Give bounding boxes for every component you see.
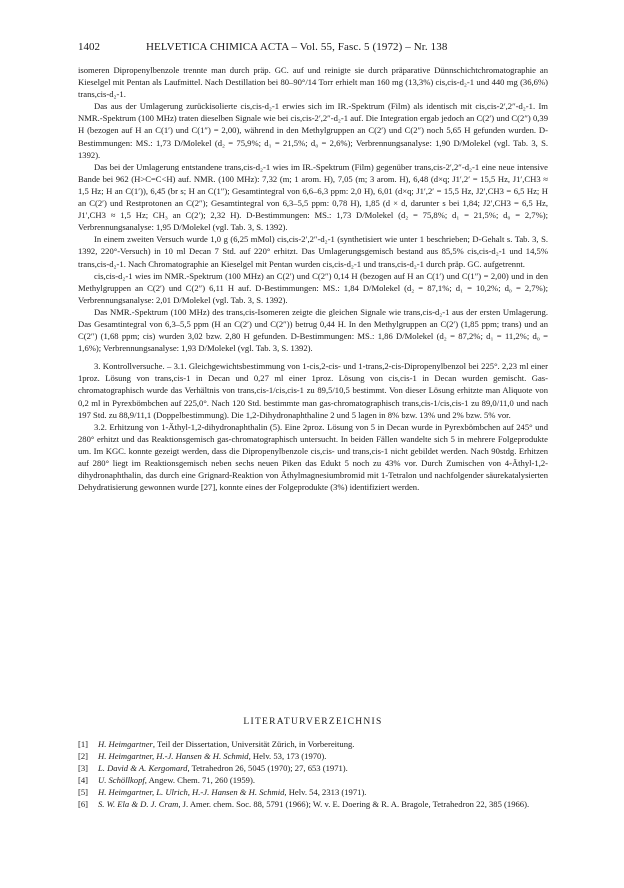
reference-authors: S. W. Ela & D. J. Cram <box>98 799 179 809</box>
reference-list <box>78 738 548 810</box>
reference-number: [6] <box>78 799 89 809</box>
reference-item <box>78 738 548 750</box>
running-title: HELVETICA CHIMICA ACTA – Vol. 55, Fasc. 5 (1972) – Nr. 138 <box>146 41 448 53</box>
paragraph: Das bei der Umlagerung entstandene trans,cis-d₂-1 wies im IR.-Spektrum (Film) gegenüber trans,cis-2′,2″-d₂-1 eine neue intensive Bande bei 962 (H>C=C<H) auf. NMR. (100 MHz): 7,32 (m; 1 arom. H), 7,05 (m; 3 arom. H), 6,48 (d×q; J1′,2′ = 15,5 Hz, J1′,CH3 ≈ 1,5 Hz; H an C(1′)), 6,45 (br s; H an C(1″); Gesamtintegral von 6,6–6,3 ppm: 2,0 H), 6,01 (d×q; J1′,2′ = 15,5 Hz, J2′,CH3 = 6,5 Hz; H an C(2′) und Restprotonen an C(2″); Gesamtintegral von 6,3–5,5 ppm: 0,78 H), 1,85 (d × d, darunter s bei 1,84; J2′,CH3 = 6,5 Hz, J1′,CH3 ≈ 1,5 Hz; CH₃ an C(2′); 2,32 H). D-Bestimmungen: MS.: 1,73 D/Molekel (d₂ = 75,8%; d₁ = 21,5%; d₀ = 2,7%); Verbrennungsanalyse: 1,95 D/Molekel (vgl. Tab. 3, S. 1392). <box>78 161 548 233</box>
reference-authors: H. Heimgartner, L. Ulrich, H.-J. Hansen & H. Schmid <box>98 787 285 797</box>
paragraph: In einem zweiten Versuch wurde 1,0 g (6,25 mMol) cis,cis-2′,2″-d₂-1 (synthetisiert wie unter 1 beschrieben; D-Gehalt s. Tab. 3, S. 1392, 220°-Versuch) in 10 ml Decan 7 Std. auf 220° erhitzt. Das Umlagerungsgemisch bestand aus 85,5% cis,cis-d₂-1 und 14,5% trans,cis-d₂-1. Nach Chromatographie an Kieselgel mit Pentan wurden cis,cis-d₂-1 und trans,cis-d₂-1 durch präp. GC. aufgetrennt. <box>78 234 548 269</box>
reference-text: , Tetrahedron 26, 5045 (1970); 27, 653 (1971). <box>187 763 348 773</box>
body-text <box>78 64 548 493</box>
reference-item <box>78 774 548 786</box>
reference-item <box>78 798 548 810</box>
reference-item <box>78 750 548 762</box>
reference-item <box>78 762 548 774</box>
page-number: 1402 <box>78 41 100 53</box>
reference-text: , Helv. 53, 173 (1970). <box>248 751 327 761</box>
paragraph: cis,cis-d₂-1 wies im NMR.-Spektrum (100 MHz) an C(2′) und C(2″) 0,14 H (bezogen auf H an C(1′) und C(1″) = 2,00) und in den Methylgruppen an C(2′) und C(2″) 6,11 H auf. D-Bestimmungen: MS.: 1,84 D/Molekel (d₂ = 87,1%; d₁ = 10,2%; d₀ = 2,7%); Verbrennungsanalyse: 2,01 D/Molekel (vgl. Tab. 3, S. 1392). <box>78 270 548 305</box>
section-paragraph: 3. Kontrollversuche. – 3.1. Gleichgewichtsbestimmung von 1-cis,2-cis- und 1-trans,2-cis-Dipropenylbenzol bei 225°. 2,23 ml einer 1proz. Lösung von trans,cis-1 in Decan und 0,27 ml einer 1proz. Lösung von cis,cis-1 in Decan wurden gemischt. Gas-chromatographisch wurde das Verhältnis von trans,cis-1/cis,cis-1 zu 89,5/10,5 bestimmt. Von dieser Lösung erhitzte man Aliquote von 0,2 ml in Pyrexbömbchen auf 225,0°. Nach 120 Std. bestimmte man gas-chromatographisch trans,cis-1/cis,cis-1 zu 89,0/11,0 und nach 197 Std. zu 88,9/11,1 (Doppelbestimmung). Die 1,2-Dihydronaphthaline 2 und 5 lagen in 8% bzw. 13% und 2% bzw. 5% vor. <box>78 361 548 420</box>
reference-authors: U. Schöllkopf <box>98 775 145 785</box>
reference-text: , J. Amer. chem. Soc. 88, 5791 (1966); W. v. E. Doering & R. A. Bragole, Tetrahedron 22, 385 (1966). <box>178 799 530 809</box>
reference-authors: L. David & A. Kergomard <box>98 763 188 773</box>
reference-number: [1] <box>78 739 89 749</box>
reference-number: [3] <box>78 763 89 773</box>
paragraph: Das aus der Umlagerung zurückisolierte cis,cis-d₂-1 erwies sich im IR.-Spektrum (Film) als identisch mit cis,cis-2′,2″-d₂-1. Im NMR.-Spektrum (100 MHz) traten dieselben Signale wie bei cis,cis-2′,2″-d₂-1 auf. Die Integration ergab jedoch an C(2′) und C(2″) 0,39 H (bezogen auf H an C(1′) und C(1″) = 2,00), während in den Methylgruppen an C(2′) und C(2″) noch 5,65 H gefunden wurden. D-Bestimmungen: MS.: 1,73 D/Molekel (d₂ = 75,9%; d₁ = 21,5%; d₀ = 2,6%); Verbrennungsanalyse: 1,90 D/Molekel (vgl. Tab. 3, S. 1392). <box>78 101 548 160</box>
reference-text: , Angew. Chem. 71, 260 (1959). <box>144 775 255 785</box>
literature-heading: LITERATURVERZEICHNIS <box>243 717 383 727</box>
paragraph: isomeren Dipropenylbenzole trennte man durch präp. GC. auf und reinigte sie durch präparative Dünnschichtchromatographie an Kieselgel mit Pentan als Laufmittel. Nach Destillation bei 80–90°/14 Torr erhielt man 160 mg (13,3%) cis,cis-d₂-1 und 440 mg (36,6%) trans,cis-d₂-1. <box>78 65 548 100</box>
reference-authors: H. Heimgartner <box>98 739 153 749</box>
reference-text: , Helv. 54, 2313 (1971). <box>284 787 367 797</box>
reference-text: , Teil der Dissertation, Universität Zürich, in Vorbereitung. <box>152 739 355 749</box>
reference-item <box>78 786 548 798</box>
paragraph: 3.2. Erhitzung von 1-Äthyl-1,2-dihydronaphthalin (5). Eine 2proz. Lösung von 5 in Decan wurde in Pyrexbömbchen auf 245° und 280° erhitzt und das Reaktionsgemisch gas-chromatographisch untersucht. In beiden Fällen wandelte sich 5 in mehrere Folgeprodukte um. Im KGC. konnte gezeigt werden, dass die Dipropenylbenzole cis,cis- und trans,cis-1 nicht gebildet werden. Nach 90stdg. Erhitzen auf 280° liegt im Reaktionsgemisch neben sechs neuen Piken das Edukt 5 noch zu 43% vor. Durch Zumischen von 4-Äthyl-1,2-dihydronaphthalin, das durch eine Grignard-Reaktion von Äthylmagnesiumbromid mit 1-Tetralon und nachfolgender säurekatalysierten Dehydratisierung gewonnen wurde [27], konnte eines der Folgeprodukte (3%) identifiziert werden. <box>78 421 548 493</box>
reference-number: [2] <box>78 751 89 761</box>
reference-number: [5] <box>78 787 89 797</box>
reference-number: [4] <box>78 775 89 785</box>
page-header <box>78 40 548 54</box>
paragraph: Das NMR.-Spektrum (100 MHz) des trans,cis-Isomeren zeigte die gleichen Signale wie trans,cis-d₂-1 aus der ersten Umlagerung. Das Gesamtintegral von 6,3–5,5 ppm (H an C(2′) und C(2″)) betrug 0,44 H. In den Methylgruppen an C(2′) (1,85 ppm; trans) und an C(2″) (1,68 ppm; cis) wurden 3,02 bzw. 2,80 H gefunden. D-Bestimmungen: MS.: 1,86 D/Molekel (d₂ = 87,2%; d₁ = 11,2%; d₀ = 1,6%); Verbrennungsanalyse: 1,93 D/Molekel (vgl. Tab. 3, S. 1392). <box>78 306 548 354</box>
reference-authors: H. Heimgartner, H.-J. Hansen & H. Schmid <box>98 751 249 761</box>
